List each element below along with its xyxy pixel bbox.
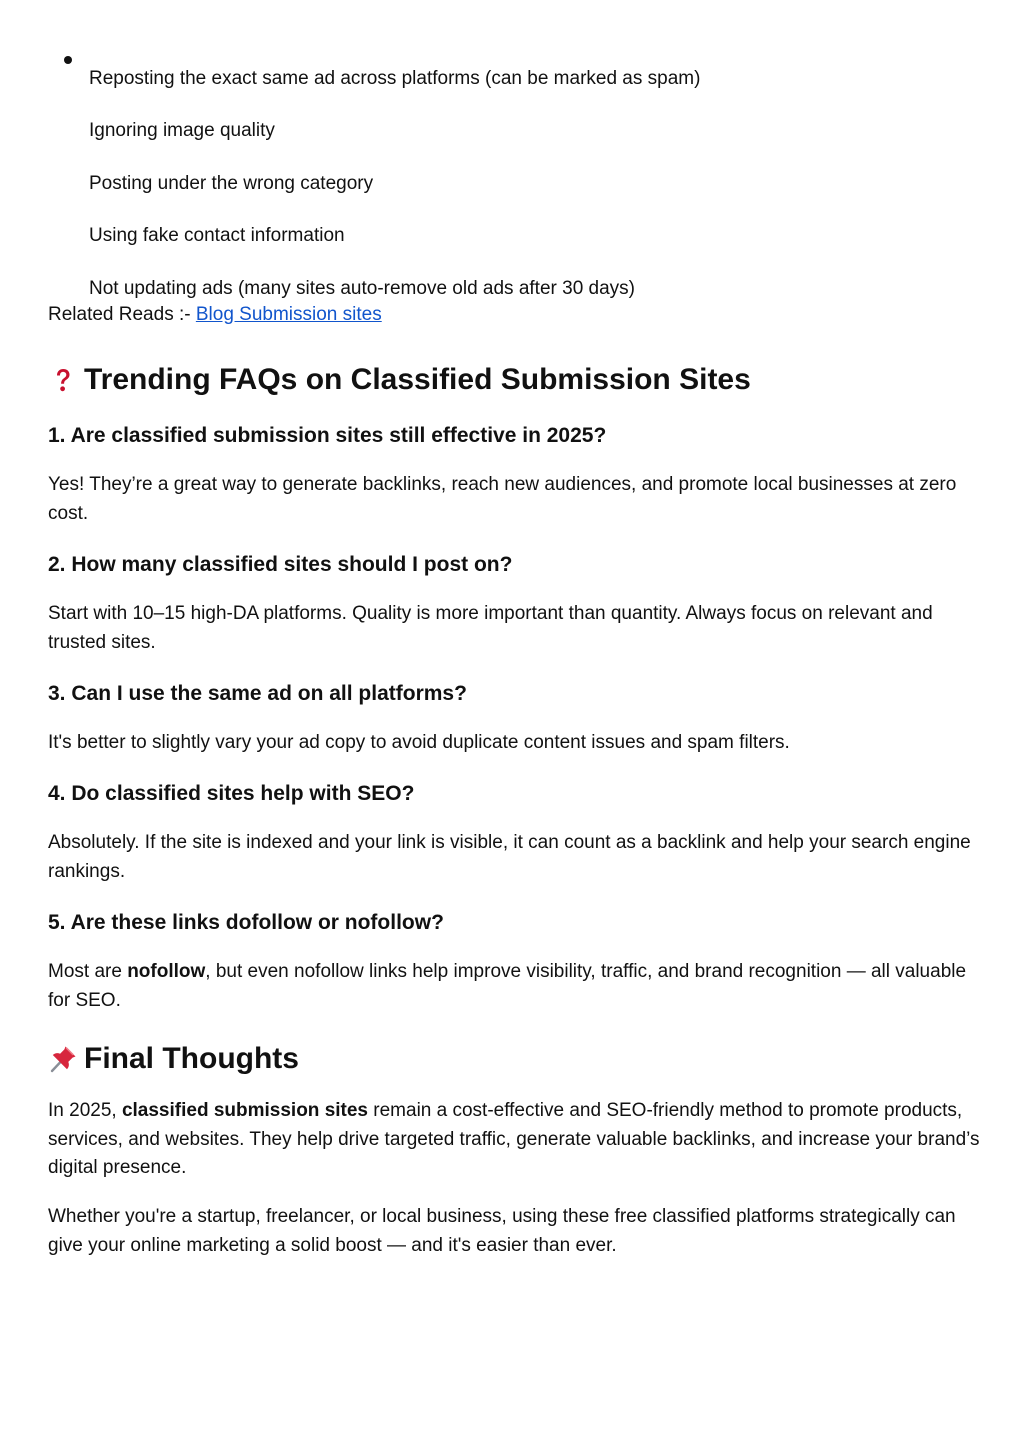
- list-item: Not updating ads (many sites auto-remove old ads after 30 days): [89, 278, 636, 299]
- final-thoughts-heading-text: Final Thoughts: [84, 1042, 299, 1075]
- answer-text: Most are: [48, 961, 128, 982]
- faq-answer: [48, 958, 988, 1015]
- list-item: Posting under the wrong category: [89, 173, 374, 194]
- faq-answer: It's better to slightly vary your ad copy to avoid duplicate content issues and spam filters.: [48, 732, 790, 753]
- paragraph-text: remain a cost-effective and SEO-friendly method to promote products, services, and websites. They help drive targeted traffic, generate valuable backlinks, and increase your brand’s digital presence.: [48, 1100, 980, 1178]
- faq-question: 4. Do classified sites help with SEO?: [48, 782, 415, 805]
- answer-bold-text: nofollow: [127, 961, 206, 982]
- list-item: Reposting the exact same ad across platforms (can be marked as spam): [89, 68, 701, 89]
- list-item: Ignoring image quality: [89, 120, 275, 141]
- faq-question: 1. Are classified submission sites still effective in 2025?: [48, 424, 607, 447]
- faq-heading-text: Trending FAQs on Classified Submission Sites: [84, 363, 751, 396]
- related-reads-link[interactable]: Blog Submission sites: [195, 304, 382, 325]
- faq-answer: Yes! They’re a great way to generate backlinks, reach new audiences, and promote local businesses at zero cost.: [48, 474, 957, 524]
- final-thoughts-heading: [48, 1041, 299, 1077]
- faq-heading: [48, 362, 751, 398]
- faq-question: 2. How many classified sites should I post on?: [48, 553, 513, 576]
- related-reads: [48, 303, 382, 327]
- faq-question: 3. Can I use the same ad on all platforms?: [48, 682, 467, 705]
- paragraph-text: In 2025,: [48, 1100, 122, 1121]
- bullet-dot: [64, 56, 72, 64]
- faq-answer: Start with 10–15 high-DA platforms. Quality is more important than quantity. Always focus on relevant and trusted sites.: [48, 603, 933, 653]
- faq-answer: Absolutely. If the site is indexed and your link is visible, it can count as a backlink and help your search engine rankings.: [48, 832, 971, 882]
- question-mark-icon: [48, 365, 78, 395]
- list-item: Using fake contact information: [89, 225, 345, 246]
- related-reads-prefix: Related Reads :-: [48, 304, 196, 325]
- faq-question: 5. Are these links dofollow or nofollow?: [48, 911, 444, 934]
- paragraph-bold-text: classified submission sites: [121, 1100, 368, 1121]
- answer-text: , but even nofollow links help improve visibility, traffic, and brand recognition — all valuable for SEO.: [48, 961, 967, 1011]
- final-paragraph: Whether you're a startup, freelancer, or local business, using these free classified platforms strategically can give your online marketing a solid boost — and it's easier than ever.: [48, 1206, 956, 1256]
- pushpin-icon: [48, 1044, 78, 1074]
- final-paragraph: [48, 1097, 988, 1183]
